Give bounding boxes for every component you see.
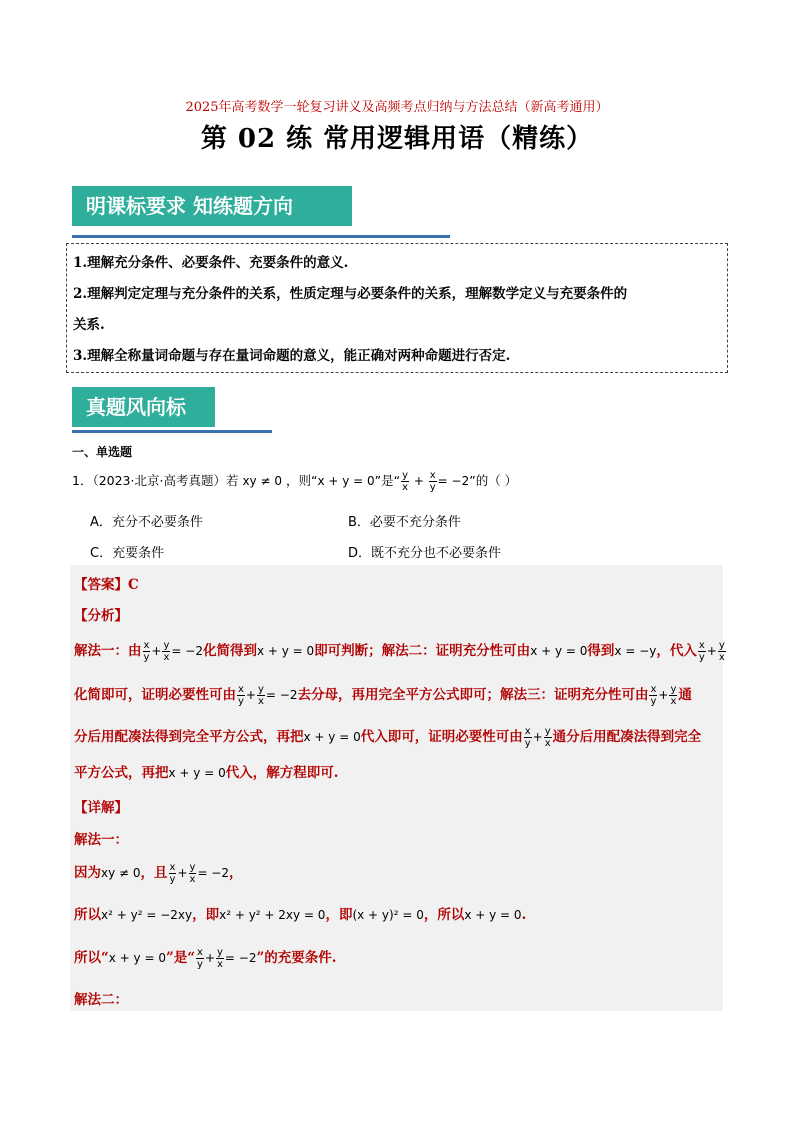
- analysis-line: 分后用配凑法得到完全平方公式，再把x + y = 0代入即可，证明必要性可由 $\frac{x}{y}$ + $\frac{y}{x}$ 通分后用配凑法得到完全: [74, 726, 702, 749]
- detail-line: 所以x² + y² = −2xy，即x² + y² + 2xy = 0，即(x + y)² = 0，所以x + y = 0.: [74, 907, 527, 923]
- fraction: $\frac{x}{y}$: [197, 947, 203, 970]
- fraction: $\frac{y}{x}$: [189, 862, 196, 885]
- analysis-line: 化简即可，证明必要性可由 $\frac{x}{y}$ + $\frac{y}{x}$ = −2去分母，再用完全平方公式即可；解法三：证明充分性可由 $\frac{x}{y}$ + $\frac{y}{x}$ 通: [74, 684, 692, 707]
- fraction: $\frac{x}{y}$: [524, 726, 531, 749]
- requirement-item: 1.理解充分条件、必要条件、充要条件的意义.: [73, 255, 349, 271]
- option-d[interactable]: D．既不充分也不必要条件: [348, 546, 502, 561]
- answer-label: 【答案】: [74, 577, 128, 593]
- math-expression: x + y = 0: [317, 474, 375, 488]
- fraction: $\frac{x}{y}$: [169, 862, 176, 885]
- fraction: $\frac{x}{y}$: [429, 470, 436, 493]
- fraction: $\frac{x}{y}$: [238, 684, 244, 707]
- question-stem: 1．（2023·北京·高考真题）若 xy ≠ 0 ，则“x + y = 0”是“ $\frac{y}{x}$ + $\frac{x}{y}$ = −2”的（ ）: [72, 470, 518, 493]
- question-text: ”是“: [374, 473, 401, 488]
- section-banner-exam-trends: 真题风向标: [72, 387, 215, 427]
- fraction: $\frac{y}{x}$: [718, 640, 725, 663]
- math-expression: = −2: [437, 474, 470, 488]
- analysis-line: 平方公式，再把x + y = 0代入，解方程即可.: [74, 765, 339, 781]
- method-one-label: 解法一：: [74, 832, 128, 848]
- detail-label: 【详解】: [74, 800, 128, 816]
- method-two-label: 解法二：: [74, 992, 128, 1008]
- question-text: ，则“: [285, 473, 318, 488]
- requirement-item: 2.理解判定定理与充分条件的关系，性质定理与必要条件的关系，理解数学定义与充要条件的: [73, 286, 628, 302]
- section-underline: [72, 430, 272, 433]
- detail-line: 因为xy ≠ 0，且 $\frac{x}{y}$ + $\frac{y}{x}$ = −2，: [74, 862, 243, 885]
- fraction: $\frac{y}{x}$: [402, 470, 409, 493]
- requirement-item: 关系.: [73, 317, 105, 333]
- option-a[interactable]: A．充分不必要条件: [90, 515, 203, 530]
- option-b[interactable]: B．必要不充分条件: [348, 515, 461, 530]
- subheading-single-choice: 一、单选题: [72, 445, 133, 459]
- section-underline: [72, 235, 450, 238]
- document-supertitle: 2025年高考数学一轮复习讲义及高频考点归纳与方法总结（新高考通用）: [185, 100, 609, 115]
- math-expression: xy ≠ 0: [242, 474, 282, 488]
- fraction: $\frac{x}{y}$: [698, 640, 705, 663]
- analysis-line: 解法一：由 $\frac{x}{y}$ + $\frac{y}{x}$ = −2化简得到x + y = 0即可判断；解法二：证明充分性可由x + y = 0得到x = −y，代入 $\frac{x}{y}$ + $\frac{y}{x}$: [74, 640, 725, 663]
- option-c[interactable]: C．充要条件: [90, 546, 165, 561]
- section-banner-requirements: 明课标要求 知练题方向: [72, 186, 352, 226]
- fraction: $\frac{y}{x}$: [257, 684, 264, 707]
- answer-line: [74, 573, 139, 593]
- detail-line: 所以“x + y = 0”是“ $\frac{x}{y}$ + $\frac{y}{x}$ = −2”的充要条件.: [74, 947, 337, 970]
- fraction: $\frac{y}{x}$: [217, 947, 223, 970]
- fraction: $\frac{y}{x}$: [670, 684, 677, 707]
- analysis-label: 【分析】: [74, 608, 128, 624]
- fraction: $\frac{y}{x}$: [544, 726, 551, 749]
- answer-value: C: [128, 577, 139, 593]
- requirement-item: 3.理解全称量词命题与存在量词命题的意义，能正确对两种命题进行否定.: [73, 348, 511, 364]
- question-text: ”的（ ）: [469, 473, 518, 488]
- question-source: 1．（2023·北京·高考真题）若: [72, 473, 239, 488]
- fraction: $\frac{x}{y}$: [650, 684, 657, 707]
- requirements-box: [66, 243, 728, 373]
- document-title: 第 02 练 常用逻辑用语（精练）: [200, 124, 594, 154]
- fraction: $\frac{y}{x}$: [163, 640, 170, 663]
- fraction: $\frac{x}{y}$: [143, 640, 150, 663]
